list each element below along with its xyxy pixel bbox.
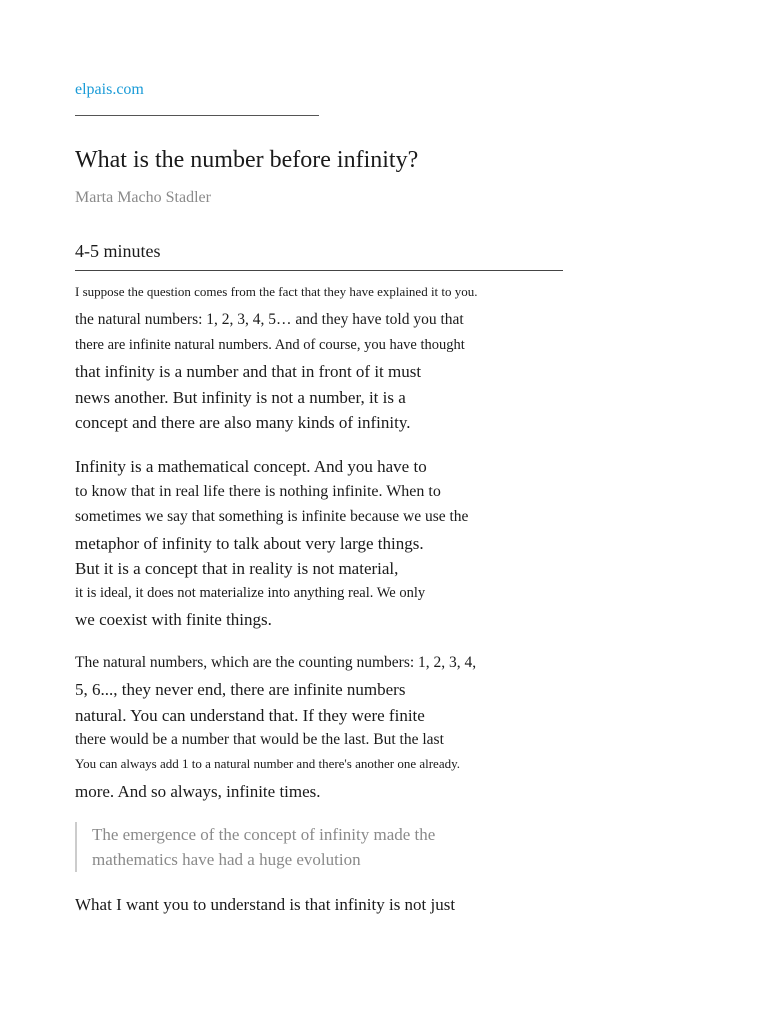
closing-line: What I want you to understand is that infinity is not just [75,895,456,914]
paragraph-line: But it is a concept that in reality is not material, [75,559,399,578]
pull-quote [75,822,572,872]
paragraph-line: You can always add 1 to a natural number and there's another one already. [75,756,460,771]
paragraph-line: there are infinite natural numbers. And of course, you have thought [75,337,465,353]
article-title: What is the number before infinity? [75,147,419,173]
article-author: Marta Macho Stadler [75,189,211,206]
pull-quote-line: mathematics have had a huge evolution [92,850,361,869]
paragraph-line: there would be a number that would be the last. But the last [75,731,444,748]
paragraph-line: it is ideal, it does not materialize into anything real. We only [75,585,426,601]
paragraph-line: news another. But infinity is not a number, it is a [75,388,406,407]
read-time-divider [75,270,563,271]
read-time: 4-5 minutes [75,241,161,261]
paragraph-line: Infinity is a mathematical concept. And you have to [75,457,427,476]
paragraph-line: natural. You can understand that. If they were finite [75,706,425,725]
paragraph-line: the natural numbers: 1, 2, 3, 4, 5… and they have told you that [75,311,464,328]
source-divider [75,115,319,116]
paragraph-line: The natural numbers, which are the counting numbers: 1, 2, 3, 4, [75,654,477,671]
paragraph-line: metaphor of infinity to talk about very large things. [75,534,424,553]
paragraph-line: that infinity is a number and that in front of it must [75,362,422,381]
paragraph-line: we coexist with finite things. [75,610,272,629]
pull-quote-line: The emergence of the concept of infinity made the [92,825,436,844]
paragraph-line: to know that in real life there is nothing infinite. When to [75,483,441,500]
paragraph-line: I suppose the question comes from the fact that they have explained it to you. [75,284,478,299]
paragraph-line: 5, 6..., they never end, there are infinite numbers [75,680,406,699]
paragraph-line: concept and there are also many kinds of infinity. [75,413,411,432]
paragraph-line: more. And so always, infinite times. [75,782,321,801]
source-link[interactable]: elpais.com [75,81,144,98]
paragraph-line: sometimes we say that something is infinite because we use the [75,508,469,525]
